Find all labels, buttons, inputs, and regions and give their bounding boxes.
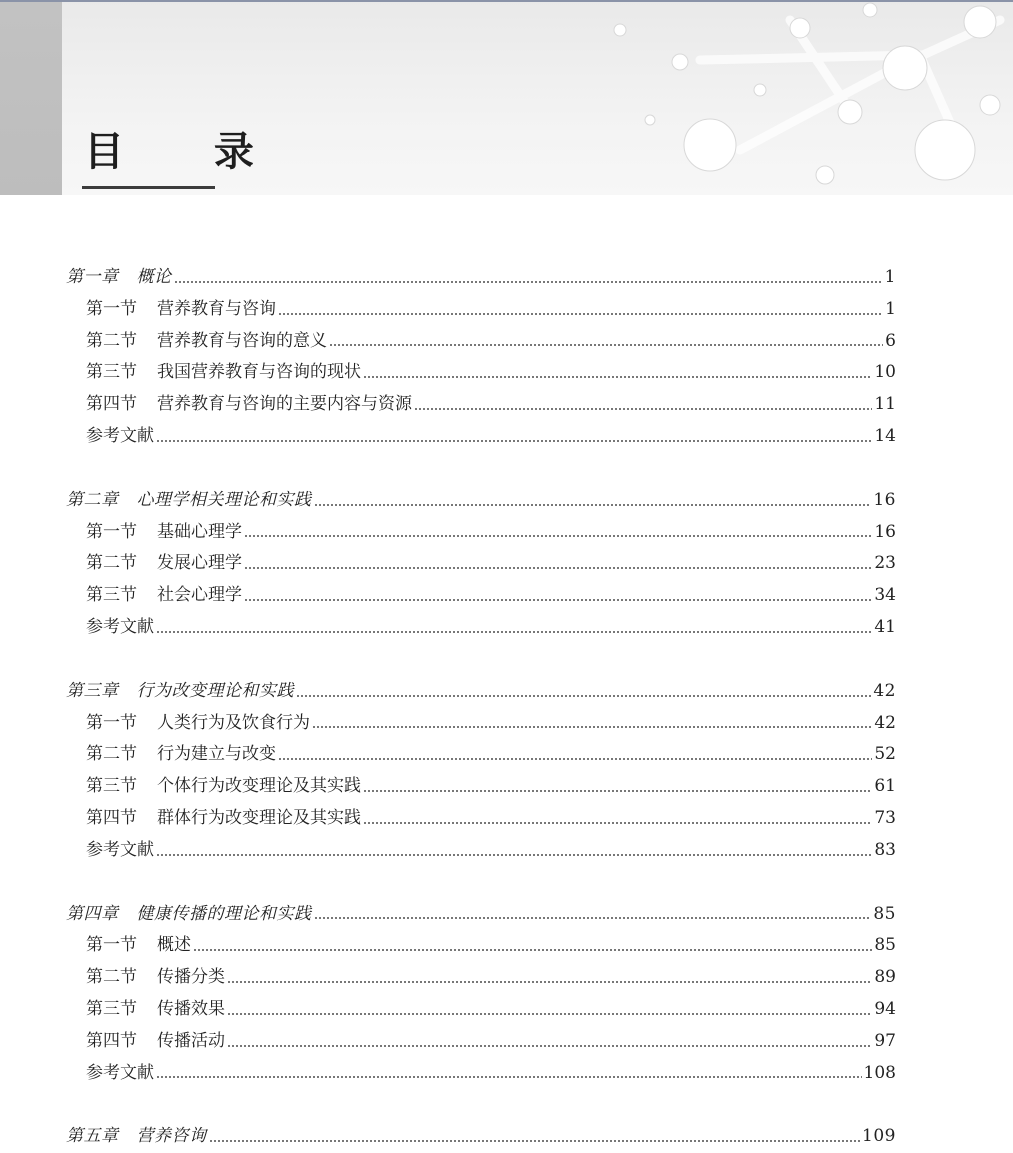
toc-section-entry-page-number: 6 bbox=[885, 330, 896, 351]
toc-chapter-entry-title: 心理学相关理论和实践 bbox=[136, 489, 312, 510]
dot-leader bbox=[156, 631, 872, 633]
dot-leader bbox=[244, 567, 872, 569]
toc-section-entry-page-number: 108 bbox=[863, 1062, 896, 1083]
toc-section-entry-title: 基础心理学 bbox=[157, 521, 242, 542]
toc-chapter-entry-page-number: 109 bbox=[862, 1126, 896, 1147]
toc-chapter-block bbox=[66, 485, 896, 644]
toc-chapter-entry-number: 第五章 bbox=[66, 1126, 119, 1147]
dot-leader bbox=[209, 1140, 861, 1142]
title-underline bbox=[82, 186, 215, 189]
toc-section-entry-number: 第二节 bbox=[86, 330, 137, 351]
toc-chapter-entry[interactable] bbox=[66, 262, 896, 294]
dot-leader bbox=[244, 535, 872, 537]
dot-leader bbox=[174, 281, 883, 283]
toc-section-entry[interactable] bbox=[66, 803, 896, 835]
toc-section-entry-number: 第三节 bbox=[86, 362, 137, 383]
toc-section-entry[interactable] bbox=[66, 580, 896, 612]
toc-section-entry[interactable] bbox=[66, 294, 896, 326]
toc-section-entry-number: 第一节 bbox=[86, 935, 137, 956]
toc-section-entry-title: 参考文献 bbox=[86, 616, 154, 637]
toc-chapter-entry-page-number: 1 bbox=[884, 267, 896, 287]
toc-chapter-entry-title: 概论 bbox=[136, 267, 172, 287]
toc-section-entry-title: 我国营养教育与咨询的现状 bbox=[157, 362, 361, 383]
toc-section-entry-title: 个体行为改变理论及其实践 bbox=[157, 776, 361, 797]
toc-section-entry-title: 人类行为及饮食行为 bbox=[157, 712, 310, 733]
toc-section-entry[interactable] bbox=[66, 517, 896, 549]
toc-section-entry-page-number: 16 bbox=[874, 521, 896, 542]
header-left-band bbox=[0, 2, 62, 195]
page-title: 目 录 bbox=[84, 129, 292, 175]
toc-chapter-block bbox=[66, 899, 896, 1090]
toc-section-entry-number: 第四节 bbox=[86, 394, 137, 415]
toc-section-entry[interactable] bbox=[66, 962, 896, 994]
toc-section-entry[interactable] bbox=[66, 357, 896, 389]
toc-section-entry-page-number: 1 bbox=[885, 298, 896, 319]
toc-section-entry[interactable] bbox=[66, 326, 896, 358]
toc-chapter-entry-number: 第四章 bbox=[66, 903, 119, 924]
toc-section-entry-title: 营养教育与咨询 bbox=[157, 298, 276, 319]
molecule-illustration bbox=[560, 0, 1013, 195]
toc-section-entry[interactable] bbox=[66, 548, 896, 580]
toc-chapter-entry-title: 行为改变理论和实践 bbox=[136, 680, 294, 701]
toc-section-entry-title: 参考文献 bbox=[86, 839, 154, 860]
toc-section-entry-number: 第三节 bbox=[86, 585, 137, 606]
dot-leader bbox=[329, 344, 883, 346]
toc-chapter-entry-title: 营养咨询 bbox=[136, 1126, 207, 1147]
toc-section-entry-number: 第二节 bbox=[86, 967, 137, 988]
toc-section-entry-page-number: 94 bbox=[874, 998, 896, 1019]
dot-leader bbox=[227, 1045, 872, 1047]
toc-section-entry-number: 第一节 bbox=[86, 298, 137, 319]
toc-section-entry[interactable] bbox=[66, 930, 896, 962]
dot-leader bbox=[156, 440, 872, 442]
dot-leader bbox=[363, 376, 872, 378]
dot-leader bbox=[227, 1013, 872, 1015]
toc-section-entry-page-number: 42 bbox=[874, 712, 896, 733]
toc-section-entry-title: 社会心理学 bbox=[157, 585, 242, 606]
toc-section-entry-page-number: 23 bbox=[874, 553, 896, 574]
toc-section-entry-page-number: 61 bbox=[874, 776, 896, 797]
toc-section-entry-title: 发展心理学 bbox=[157, 553, 242, 574]
dot-leader bbox=[156, 1076, 862, 1078]
dot-leader bbox=[363, 790, 872, 792]
toc-section-entry[interactable] bbox=[66, 835, 896, 867]
dot-leader bbox=[156, 854, 872, 856]
dot-leader bbox=[314, 917, 872, 919]
toc-chapter-block bbox=[66, 1121, 896, 1153]
toc-chapter-entry-page-number: 42 bbox=[873, 680, 896, 701]
page-header-banner bbox=[0, 0, 1013, 195]
toc-section-entry-title: 传播分类 bbox=[157, 967, 225, 988]
toc-section-entry[interactable] bbox=[66, 739, 896, 771]
dot-leader bbox=[312, 726, 872, 728]
toc-section-entry[interactable] bbox=[66, 1026, 896, 1058]
toc-section-entry[interactable] bbox=[66, 994, 896, 1026]
toc-chapter-entry-number: 第二章 bbox=[66, 489, 119, 510]
dot-leader bbox=[314, 504, 872, 506]
toc-chapter-entry-page-number: 16 bbox=[873, 489, 896, 510]
toc-chapter-entry[interactable] bbox=[66, 899, 896, 931]
toc-section-entry-title: 传播活动 bbox=[157, 1030, 225, 1051]
toc-section-entry-page-number: 85 bbox=[874, 935, 896, 956]
dot-leader bbox=[414, 408, 872, 410]
dot-leader bbox=[296, 695, 871, 697]
toc-section-entry-page-number: 11 bbox=[874, 394, 896, 415]
toc-chapter-entry[interactable] bbox=[66, 485, 896, 517]
toc-section-entry-number: 第四节 bbox=[86, 807, 137, 828]
toc-section-entry-page-number: 97 bbox=[874, 1030, 896, 1051]
toc-chapter-block bbox=[66, 262, 896, 453]
toc-chapter-entry-number: 第一章 bbox=[66, 267, 119, 287]
toc-section-entry-title: 群体行为改变理论及其实践 bbox=[157, 807, 361, 828]
toc-section-entry-page-number: 89 bbox=[874, 967, 896, 988]
toc-section-entry-title: 传播效果 bbox=[157, 998, 225, 1019]
toc-section-entry[interactable] bbox=[66, 708, 896, 740]
table-of-contents bbox=[66, 262, 896, 1153]
toc-section-entry-number: 第一节 bbox=[86, 712, 137, 733]
toc-section-entry-title: 营养教育与咨询的主要内容与资源 bbox=[157, 394, 412, 415]
toc-section-entry-title: 参考文献 bbox=[86, 1062, 154, 1083]
toc-chapter-entry[interactable] bbox=[66, 676, 896, 708]
toc-chapter-entry-page-number: 85 bbox=[873, 903, 896, 924]
toc-section-entry-title: 参考文献 bbox=[86, 425, 154, 446]
toc-section-entry-page-number: 83 bbox=[874, 839, 896, 860]
toc-section-entry-page-number: 73 bbox=[874, 807, 896, 828]
toc-section-entry-number: 第二节 bbox=[86, 744, 137, 765]
toc-section-entry-title: 概述 bbox=[157, 935, 191, 956]
dot-leader bbox=[278, 313, 883, 315]
toc-chapter-block bbox=[66, 676, 896, 867]
toc-section-entry-number: 第三节 bbox=[86, 776, 137, 797]
toc-section-entry[interactable] bbox=[66, 612, 896, 644]
toc-section-entry-number: 第二节 bbox=[86, 553, 137, 574]
toc-section-entry[interactable] bbox=[66, 1058, 896, 1090]
toc-section-entry[interactable] bbox=[66, 421, 896, 453]
toc-section-entry-number: 第四节 bbox=[86, 1030, 137, 1051]
toc-section-entry-title: 行为建立与改变 bbox=[157, 744, 276, 765]
dot-leader bbox=[193, 949, 872, 951]
toc-chapter-entry-title: 健康传播的理论和实践 bbox=[136, 903, 312, 924]
toc-section-entry-page-number: 34 bbox=[874, 585, 896, 606]
toc-section-entry[interactable] bbox=[66, 771, 896, 803]
toc-chapter-entry[interactable] bbox=[66, 1121, 896, 1153]
toc-section-entry-title: 营养教育与咨询的意义 bbox=[157, 330, 327, 351]
toc-chapter-entry-number: 第三章 bbox=[66, 680, 119, 701]
toc-section-entry-page-number: 41 bbox=[874, 616, 896, 637]
dot-leader bbox=[278, 758, 872, 760]
toc-section-entry-number: 第一节 bbox=[86, 521, 137, 542]
dot-leader bbox=[227, 981, 872, 983]
toc-section-entry-page-number: 52 bbox=[874, 744, 896, 765]
dot-leader bbox=[363, 822, 872, 824]
dot-leader bbox=[244, 599, 872, 601]
toc-section-entry-number: 第三节 bbox=[86, 998, 137, 1019]
toc-section-entry[interactable] bbox=[66, 389, 896, 421]
toc-section-entry-page-number: 10 bbox=[874, 362, 896, 383]
toc-section-entry-page-number: 14 bbox=[874, 425, 896, 446]
